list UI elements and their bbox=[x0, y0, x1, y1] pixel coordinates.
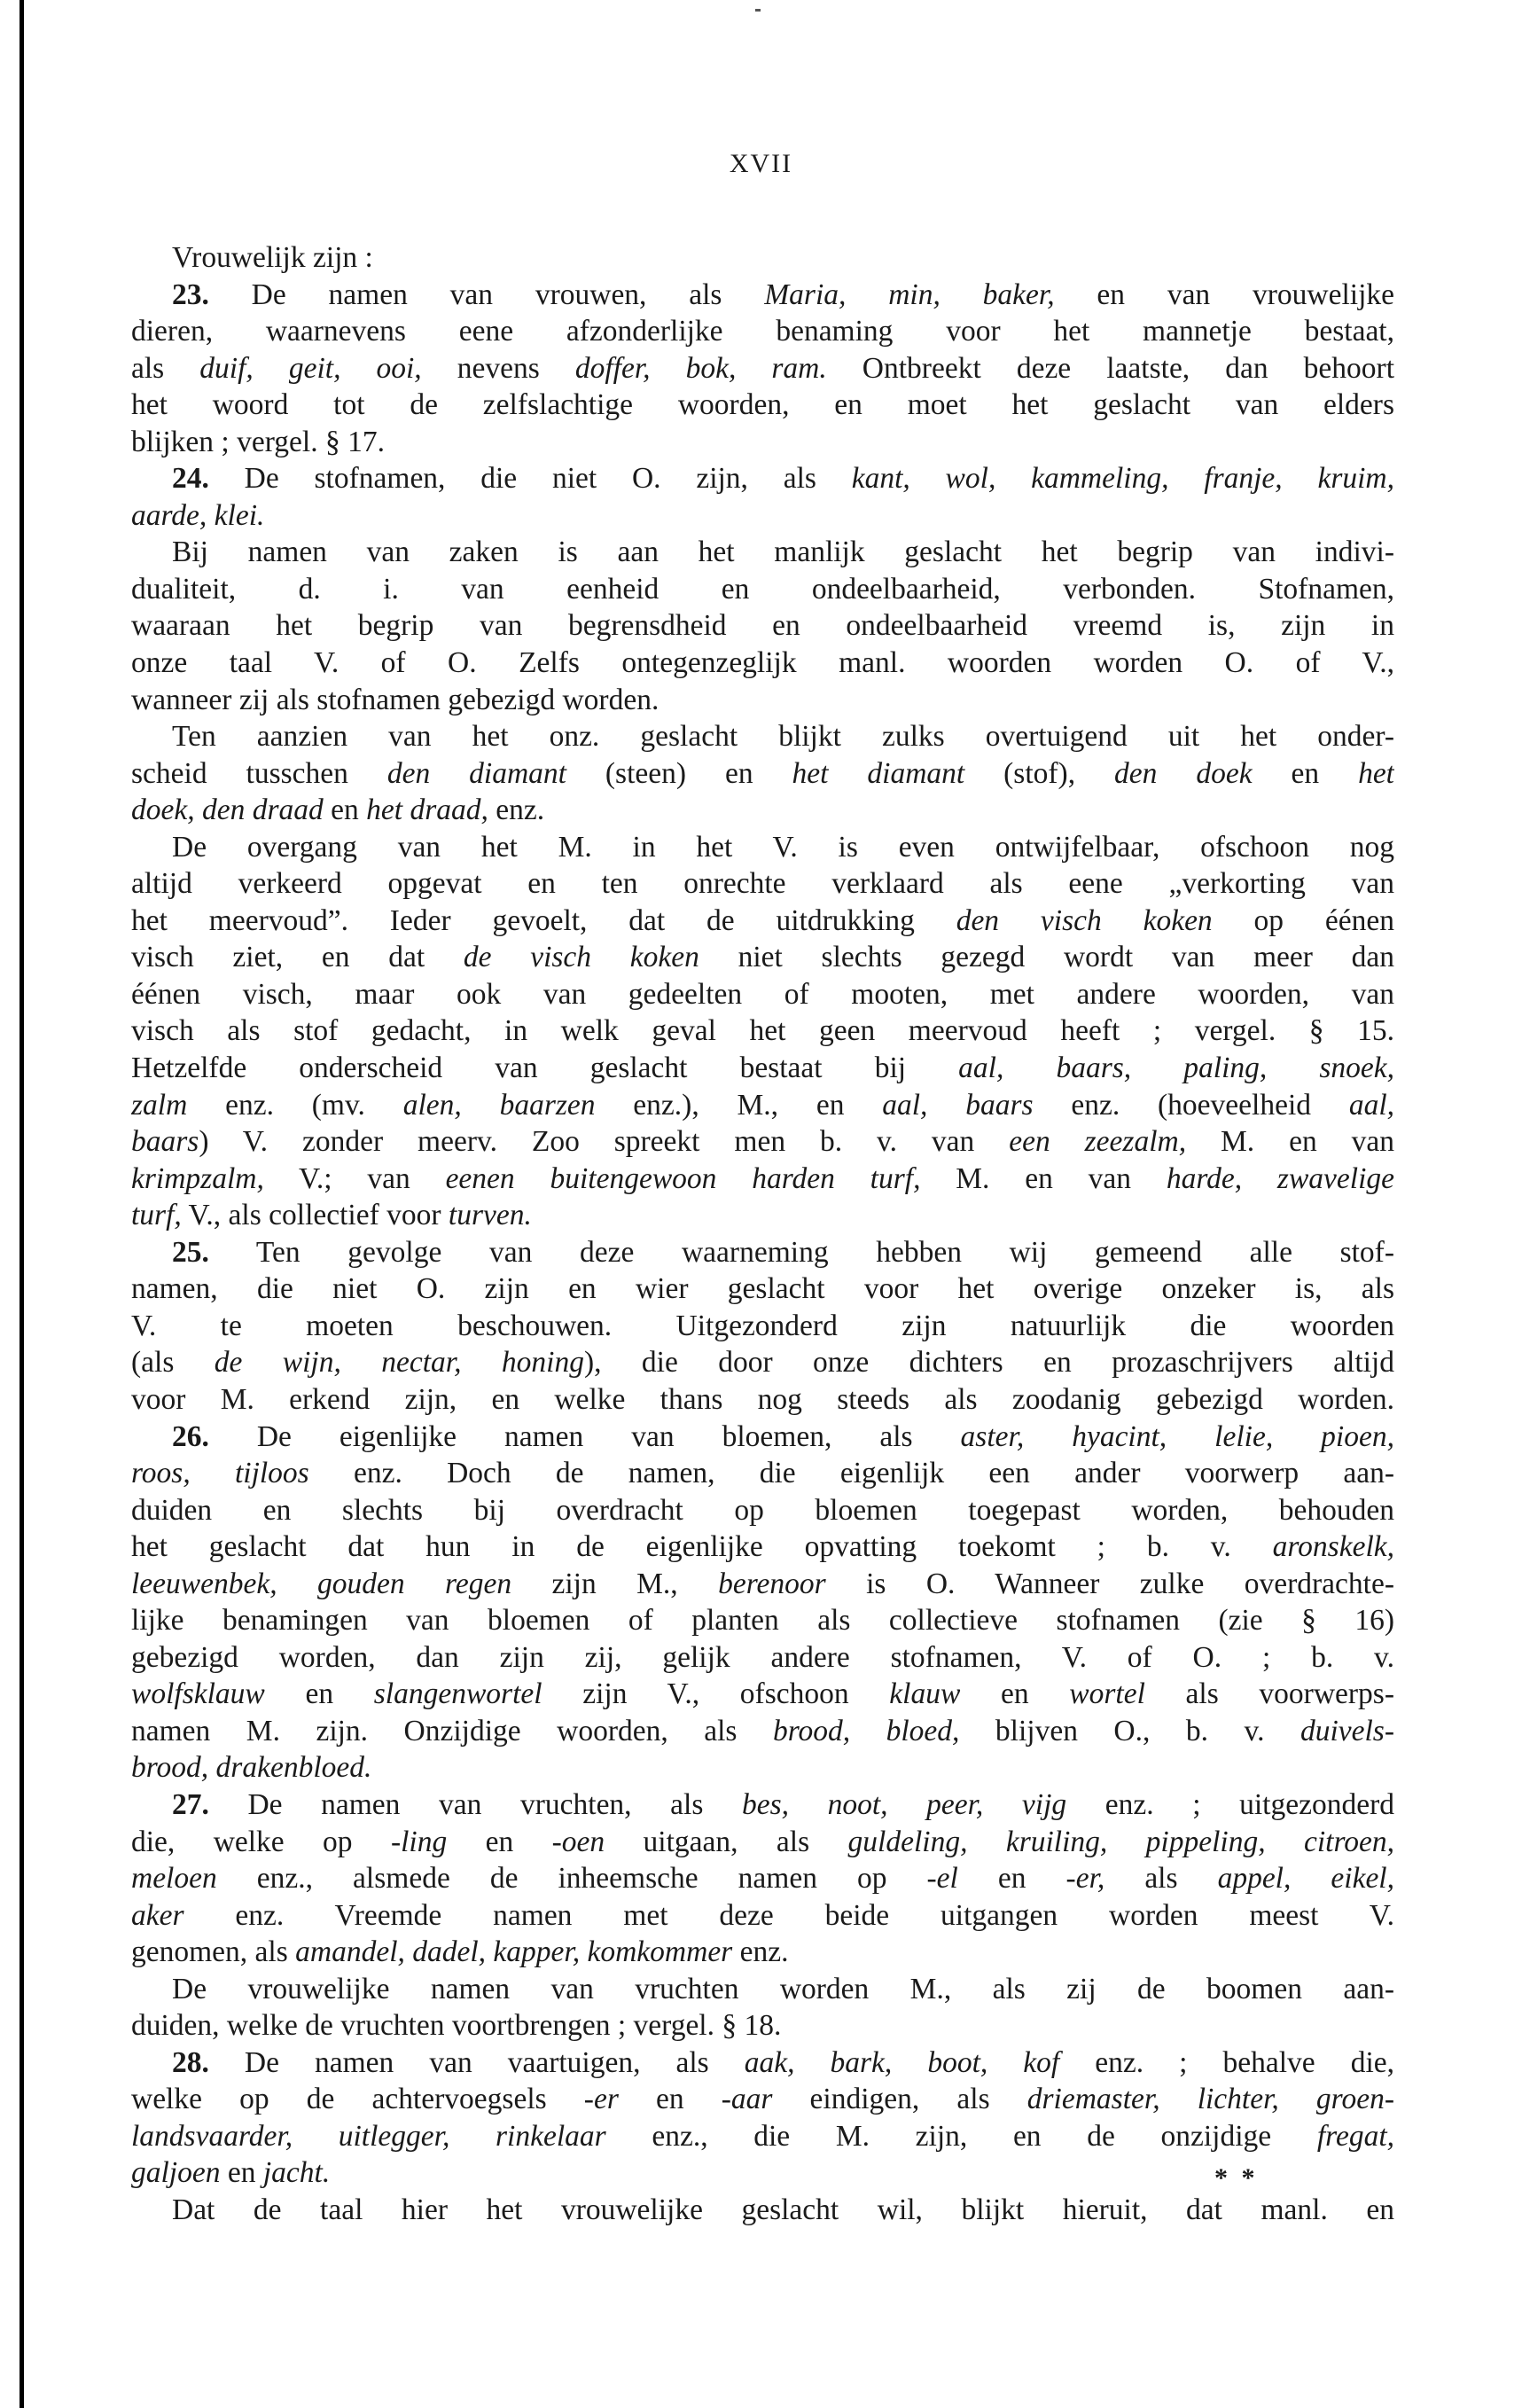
italic-term: duif, geit, ooi, bbox=[199, 351, 422, 385]
italic-term: den doek bbox=[1114, 756, 1253, 790]
italic-term: fregat, bbox=[1316, 2119, 1394, 2153]
text-run: en bbox=[323, 794, 367, 827]
text-run: en van vrouwelijke bbox=[1054, 278, 1394, 311]
text-run: Hetzelfde onderscheid van geslacht bestaat bij bbox=[131, 1052, 959, 1085]
italic-term: aster, hyacint, lelie, pioen, bbox=[960, 1419, 1394, 1453]
italic-term: berenoor bbox=[718, 1567, 826, 1600]
text-run: V.; van bbox=[263, 1161, 446, 1195]
text-run: als voorwerps- bbox=[1144, 1677, 1394, 1711]
text-run: enz. (mv. bbox=[187, 1088, 403, 1122]
italic-term: bes, noot, peer, vijg bbox=[741, 1787, 1067, 1821]
text-line bbox=[131, 350, 1394, 387]
text-run: als bbox=[1104, 1862, 1218, 1896]
text-line bbox=[131, 1934, 1394, 1971]
italic-term: turf, bbox=[131, 1199, 182, 1232]
text-run: M. en van bbox=[1186, 1125, 1394, 1159]
italic-term: brood, drakenbloed. bbox=[131, 1751, 372, 1785]
italic-term: harde, zwavelige bbox=[1166, 1161, 1394, 1195]
text-run: namen M. zijn. Onzijdige woorden, als bbox=[131, 1714, 773, 1747]
italic-term: eenen buitengewoon harden turf, bbox=[445, 1161, 921, 1195]
italic-term: den diamant bbox=[386, 756, 566, 790]
italic-term: de wijn, nectar, honing bbox=[214, 1346, 584, 1380]
text-run: Ten gevolge van deze waarneming hebben wij gemeend alle stof- bbox=[208, 1235, 1394, 1269]
text-line bbox=[131, 1270, 1394, 1308]
text-line bbox=[131, 424, 1394, 461]
italic-term: driemaster, lichter, groen- bbox=[1026, 2083, 1394, 2116]
italic-term: -el bbox=[926, 1862, 958, 1896]
italic-term: amandel, dadel, kapper, komkommer bbox=[295, 1935, 733, 1969]
text-run: V., als collectief voor bbox=[181, 1199, 449, 1232]
text-run: blijven O., b. v. bbox=[959, 1714, 1300, 1747]
italic-term: duivels- bbox=[1300, 1714, 1394, 1747]
text-line bbox=[131, 497, 1394, 535]
text-line bbox=[131, 2154, 1394, 2192]
section-number: 27. bbox=[172, 1787, 209, 1821]
text-line bbox=[131, 1455, 1394, 1492]
text-run: is O. Wanneer zulke overdrachte- bbox=[825, 1567, 1394, 1600]
italic-term: appel, eikel, bbox=[1217, 1862, 1394, 1896]
italic-term: roos, tijloos bbox=[131, 1457, 309, 1490]
text-line bbox=[131, 1860, 1394, 1897]
text-line bbox=[131, 1824, 1394, 1861]
italic-term: wolfsklauw bbox=[131, 1677, 265, 1711]
text-line bbox=[131, 460, 1394, 497]
text-run: welke op de achtervoegsels bbox=[131, 2083, 584, 2116]
text-line bbox=[131, 2192, 1394, 2229]
text-line bbox=[131, 1050, 1394, 1087]
text-run: niet slechts gezegd wordt van meer dan bbox=[699, 941, 1394, 974]
text-line bbox=[131, 1012, 1394, 1050]
italic-term: jacht. bbox=[262, 2156, 331, 2190]
text-run: blijken ; vergel. § 17. bbox=[131, 425, 385, 458]
italic-term: klauw bbox=[889, 1677, 961, 1711]
text-run: en bbox=[264, 1677, 374, 1711]
italic-term: kant, wol, kammeling, franje, kruim, bbox=[851, 462, 1394, 496]
italic-term: turven. bbox=[448, 1199, 532, 1232]
text-line bbox=[131, 1161, 1394, 1198]
italic-term: aak, bark, boot, kof bbox=[744, 2045, 1060, 2079]
italic-term: -oen bbox=[551, 1825, 605, 1858]
text-run: visch ziet, en dat bbox=[131, 941, 464, 974]
section-number: 28. bbox=[172, 2045, 209, 2079]
text-run: De namen van vaartuigen, als bbox=[208, 2045, 745, 2079]
italic-term: doek, den draad bbox=[131, 794, 324, 827]
text-line bbox=[131, 1492, 1394, 1529]
italic-term: brood, bloed, bbox=[772, 1714, 960, 1747]
italic-term: -aar bbox=[721, 2083, 773, 2116]
text-run: enz. Vreemde namen met deze beide uitgangen worden meest V. bbox=[183, 1898, 1394, 1932]
text-run: enz. bbox=[732, 1935, 789, 1969]
italic-term: meloen bbox=[131, 1862, 217, 1896]
text-line bbox=[131, 755, 1394, 793]
text-line bbox=[131, 1123, 1394, 1161]
text-line bbox=[131, 645, 1394, 682]
text-run: duiden, welke de vruchten voortbrengen ; vergel. § 18. bbox=[131, 2009, 782, 2043]
text-run: lijke benamingen van bloemen of planten als collectieve stofnamen (zie § 16) bbox=[131, 1604, 1394, 1638]
italic-term: een zeezalm, bbox=[1009, 1125, 1187, 1159]
text-line bbox=[131, 1602, 1394, 1639]
text-line bbox=[131, 239, 1394, 277]
italic-term: landsvaarder, uitlegger, rinkelaar bbox=[131, 2119, 606, 2153]
text-run: eindigen, als bbox=[772, 2083, 1027, 2116]
text-line bbox=[131, 1344, 1394, 1381]
top-scan-mark bbox=[755, 9, 761, 12]
italic-term: zalm bbox=[131, 1088, 188, 1122]
text-run: ) V. zonder meerv. Zoo spreekt men b. v. van bbox=[199, 1125, 1010, 1159]
text-line bbox=[131, 534, 1394, 571]
text-run: De vrouwelijke namen van vruchten worden M., als zij de boomen aan- bbox=[172, 1972, 1394, 2005]
italic-term: alen, baarzen bbox=[402, 1088, 596, 1122]
italic-term: leeuwenbek, gouden regen bbox=[131, 1567, 512, 1600]
text-line bbox=[131, 607, 1394, 645]
italic-term: krimpzalm, bbox=[131, 1161, 264, 1195]
italic-term: aal, baars bbox=[882, 1088, 1034, 1122]
text-run: scheid tusschen bbox=[131, 756, 387, 790]
text-run: als bbox=[131, 351, 200, 385]
text-line bbox=[131, 1786, 1394, 1824]
text-run: De stofnamen, die niet O. zijn, als bbox=[208, 462, 852, 496]
text-line bbox=[131, 718, 1394, 755]
text-run: die, welke op bbox=[131, 1825, 391, 1858]
text-run: (stof), bbox=[964, 756, 1115, 790]
text-run: M. en van bbox=[920, 1161, 1167, 1195]
text-run: altijd verkeerd opgevat en ten onrechte verklaard als eene „verkorting van bbox=[131, 867, 1394, 901]
text-run: De namen van vruchten, als bbox=[208, 1787, 742, 1821]
text-line bbox=[131, 2081, 1394, 2118]
text-run: voor M. erkend zijn, en welke thans nog steeds als zoodanig gebezigd worden. bbox=[131, 1382, 1394, 1416]
text-line bbox=[131, 1713, 1394, 1750]
italic-term: baars bbox=[131, 1125, 199, 1159]
text-line bbox=[131, 571, 1394, 608]
text-line bbox=[131, 1234, 1394, 1271]
italic-term: galjoen bbox=[131, 2156, 221, 2190]
italic-term: -ling bbox=[390, 1825, 448, 1858]
text-line bbox=[131, 277, 1394, 314]
page-number: XVII bbox=[729, 149, 793, 178]
text-run: enz.), M., en bbox=[595, 1088, 883, 1122]
italic-term: de visch koken bbox=[463, 941, 699, 974]
italic-term: guldeling, kruiling, pippeling, citroen, bbox=[847, 1825, 1394, 1858]
text-line bbox=[131, 1381, 1394, 1419]
text-run: en bbox=[447, 1825, 552, 1858]
italic-term: Maria, min, baker, bbox=[764, 278, 1055, 311]
text-run: enz. Doch de namen, die eigenlijk een ander voorwerp aan- bbox=[308, 1457, 1394, 1490]
italic-term: het draad, bbox=[366, 794, 488, 827]
text-run: (als bbox=[131, 1346, 215, 1380]
section-number: 24. bbox=[172, 462, 209, 496]
italic-term: aal, bbox=[1348, 1088, 1394, 1122]
section-number: 23. bbox=[172, 278, 209, 311]
text-run: zijn V., ofschoon bbox=[542, 1677, 890, 1711]
text-run: waaraan het begrip van begrensdheid en ondeelbaarheid vreemd is, zijn in bbox=[131, 609, 1394, 643]
section-number: 25. bbox=[172, 1235, 209, 1269]
text-line bbox=[131, 2118, 1394, 2155]
text-line bbox=[131, 976, 1394, 1013]
text-run: De namen van vrouwen, als bbox=[208, 278, 765, 311]
text-run: dualiteit, d. i. van eenheid en ondeelbaarheid, verbonden. Stofnamen, bbox=[131, 572, 1394, 606]
text-run: en bbox=[1252, 756, 1359, 790]
signature-mark: * * bbox=[1214, 2163, 1259, 2193]
italic-term: aronskelk, bbox=[1272, 1530, 1394, 1564]
text-run: en bbox=[618, 2083, 722, 2116]
text-run: namen, die niet O. zijn en wier geslacht voor het overige onzeker is, als bbox=[131, 1272, 1394, 1306]
text-run: V. te moeten beschouwen. Uitgezonderd zijn natuurlijk die woorden bbox=[131, 1309, 1394, 1342]
text-run: De overgang van het M. in het V. is even ontwijfelbaar, ofschoon nog bbox=[172, 830, 1394, 864]
section-number: 26. bbox=[172, 1419, 209, 1453]
text-line bbox=[131, 1087, 1394, 1124]
text-line bbox=[131, 1749, 1394, 1786]
italic-term: aal, baars, paling, snoek, bbox=[958, 1052, 1394, 1085]
text-run: enz. ; behalve die, bbox=[1059, 2045, 1394, 2079]
text-line bbox=[131, 387, 1394, 424]
text-run: enz. (hoeveelheid bbox=[1033, 1088, 1349, 1122]
text-run: onze taal V. of O. Zelfs ontegenzeglijk manl. woorden worden O. of V., bbox=[131, 646, 1394, 680]
text-line bbox=[131, 1897, 1394, 1935]
text-run: en bbox=[220, 2156, 263, 2190]
text-line bbox=[131, 682, 1394, 719]
text-run: enz., die M. zijn, en de onzijdige bbox=[605, 2119, 1317, 2153]
text-run: enz., alsmede de inheemsche namen op bbox=[216, 1862, 927, 1896]
italic-term: den visch koken bbox=[956, 903, 1213, 937]
text-run: zijn M., bbox=[511, 1567, 719, 1600]
text-run: Ontbreekt deze laatste, dan behoort bbox=[826, 351, 1394, 385]
text-run: het woord tot de zelfslachtige woorden, en moet het geslacht van elders bbox=[131, 388, 1394, 422]
body-text bbox=[131, 239, 1394, 2229]
text-line bbox=[131, 1676, 1394, 1713]
text-run: (steen) en bbox=[566, 756, 792, 790]
text-run: genomen, als bbox=[131, 1935, 296, 1969]
text-line bbox=[131, 1197, 1394, 1234]
text-line bbox=[131, 1971, 1394, 2008]
text-line bbox=[131, 1566, 1394, 1603]
italic-term: slangenwortel bbox=[373, 1677, 542, 1711]
text-run: op éénen bbox=[1212, 903, 1394, 937]
text-run: Bij namen van zaken is aan het manlijk geslacht het begrip van indivi- bbox=[172, 536, 1394, 569]
text-run: en bbox=[960, 1677, 1070, 1711]
text-line bbox=[131, 313, 1394, 350]
text-run: gebezigd worden, dan zijn zij, gelijk andere stofnamen, V. of O. ; b. v. bbox=[131, 1640, 1394, 1674]
text-line bbox=[131, 829, 1394, 866]
text-run: enz. ; uitgezonderd bbox=[1066, 1787, 1394, 1821]
italic-term: wortel bbox=[1069, 1677, 1145, 1711]
italic-term: aker bbox=[131, 1898, 184, 1932]
text-line bbox=[131, 865, 1394, 903]
text-line bbox=[131, 1308, 1394, 1345]
text-run: wanneer zij als stofnamen gebezigd worden. bbox=[131, 683, 660, 716]
text-run: en bbox=[957, 1862, 1066, 1896]
text-line bbox=[131, 2007, 1394, 2044]
text-run: éénen visch, maar ook van gedeelten of mooten, met andere woorden, van bbox=[131, 977, 1394, 1011]
text-run: uitgaan, als bbox=[605, 1825, 848, 1858]
text-run: Vrouwelijk zijn : bbox=[172, 241, 373, 274]
italic-term: aarde, klei. bbox=[131, 498, 265, 532]
italic-term: doffer, bok, ram. bbox=[574, 351, 827, 385]
text-run: ), die door onze dichters en prozaschrijvers altijd bbox=[583, 1346, 1394, 1380]
text-line bbox=[131, 1419, 1394, 1456]
text-line bbox=[131, 1528, 1394, 1566]
text-line bbox=[131, 1639, 1394, 1677]
text-line bbox=[131, 903, 1394, 940]
italic-term: het diamant bbox=[792, 756, 965, 790]
text-run: visch als stof gedacht, in welk geval het geen meervoud heeft ; vergel. § 15. bbox=[131, 1014, 1394, 1048]
text-line bbox=[131, 792, 1394, 829]
text-run: Ten aanzien van het onz. geslacht blijkt zulks overtuigend uit het onder- bbox=[172, 720, 1394, 754]
text-run: het meervoud”. Ieder gevoelt, dat de uitdrukking bbox=[131, 903, 956, 937]
text-line bbox=[131, 939, 1394, 976]
text-run: De eigenlijke namen van bloemen, als bbox=[208, 1419, 961, 1453]
text-run: het geslacht dat hun in de eigenlijke opvatting toekomt ; b. v. bbox=[131, 1530, 1273, 1564]
text-run: dieren, waarnevens eene afzonderlijke benaming voor het mannetje bestaat, bbox=[131, 315, 1394, 348]
italic-term: het bbox=[1358, 756, 1394, 790]
text-run: Dat de taal hier het vrouwelijke geslacht wil, blijkt hieruit, dat manl. en bbox=[172, 2193, 1394, 2226]
italic-term: -er, bbox=[1065, 1862, 1105, 1896]
left-margin-rule bbox=[20, 0, 24, 2408]
text-run: duiden en slechts bij overdracht op bloemen toegepast worden, behouden bbox=[131, 1493, 1394, 1527]
text-line bbox=[131, 2044, 1394, 2082]
italic-term: -er bbox=[583, 2083, 619, 2116]
text-run: enz. bbox=[488, 794, 545, 827]
text-run: nevens bbox=[421, 351, 575, 385]
